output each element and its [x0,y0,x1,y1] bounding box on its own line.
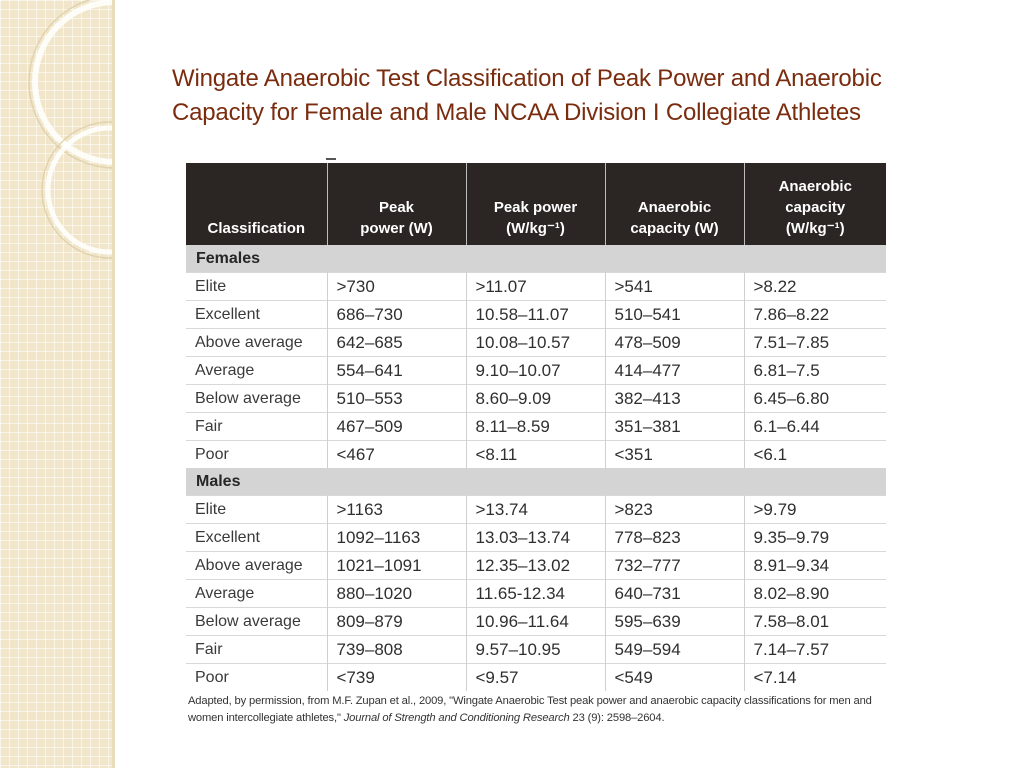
header-classification-line: Classification [207,220,306,237]
classification-cell: Above average [186,329,327,357]
classification-cell: Below average [186,385,327,413]
slide-title-line-1: Wingate Anaerobic Test Classification of Peak Power and Anaerobic [172,65,882,92]
slide-title [172,62,972,130]
table-body [186,245,886,691]
value-cell: 13.03–13.74 [466,524,605,552]
value-cell: 10.08–10.57 [466,329,605,357]
header-anaerobic-capacity-wkg-line: capacity [785,199,846,216]
header-anaerobic-capacity-w [605,163,744,245]
value-cell: 8.91–9.34 [744,552,886,580]
classification-cell: Poor [186,441,327,469]
header-peak-power-wkg-line: Peak power [493,199,578,216]
value-cell: 7.58–8.01 [744,608,886,636]
table-header [186,163,886,245]
value-cell: 1021–1091 [327,552,466,580]
value-cell: 880–1020 [327,580,466,608]
value-cell: 351–381 [605,413,744,441]
caption-journal: Journal of Strength and Conditioning Research [343,712,570,724]
value-cell: 7.86–8.22 [744,301,886,329]
decorative-circles [0,0,114,300]
header-peak-power-w-line: Peak [378,199,415,216]
value-cell: 11.65-12.34 [466,580,605,608]
value-cell: >9.79 [744,496,886,524]
value-cell: 467–509 [327,413,466,441]
header-anaerobic-capacity-wkg [744,163,886,245]
value-cell: 739–808 [327,636,466,664]
classification-cell: Average [186,357,327,385]
value-cell: 8.02–8.90 [744,580,886,608]
caption-text: Adapted, by permission, from M.F. Zupan et al., 2009, "Wingate Anaerobic Test peak power and anaerobic capacity classifications for men and women intercollegiate athletes," [188,695,872,724]
value-cell: 7.51–7.85 [744,329,886,357]
header-anaerobic-capacity-wkg-line: (W/kg⁻¹) [785,220,845,237]
classification-cell: Excellent [186,524,327,552]
header-classification [186,163,327,245]
value-cell: >730 [327,273,466,301]
value-cell: 10.58–11.07 [466,301,605,329]
header-anaerobic-capacity-w-line: Anaerobic [637,199,712,216]
header-peak-power-w [327,163,466,245]
slide-title-line-2: Capacity for Female and Male NCAA Division I Collegiate Athletes [172,99,861,126]
table-row [186,413,886,441]
header-row [186,163,886,245]
value-cell: 10.96–11.64 [466,608,605,636]
value-cell: <7.14 [744,664,886,692]
classification-cell: Elite [186,273,327,301]
classification-cell: Poor [186,664,327,692]
value-cell: <9.57 [466,664,605,692]
value-cell: 809–879 [327,608,466,636]
sidebar-divider [112,0,115,768]
classification-cell: Above average [186,552,327,580]
table-row [186,636,886,664]
classification-cell: Average [186,580,327,608]
value-cell: 1092–1163 [327,524,466,552]
section-row-females [186,245,886,273]
table-row [186,329,886,357]
value-cell: 554–641 [327,357,466,385]
caption-citation: 23 (9): 2598–2604. [569,712,665,724]
value-cell: <351 [605,441,744,469]
header-peak-power-wkg-line: (W/kg⁻¹) [506,220,565,237]
value-cell: >823 [605,496,744,524]
value-cell: 382–413 [605,385,744,413]
value-cell: 6.45–6.80 [744,385,886,413]
value-cell: 510–553 [327,385,466,413]
value-cell: 549–594 [605,636,744,664]
section-label: Females [186,245,886,273]
table-row [186,608,886,636]
classification-cell: Elite [186,496,327,524]
source-caption [188,693,893,727]
value-cell: 6.1–6.44 [744,413,886,441]
value-cell: 595–639 [605,608,744,636]
table-row [186,524,886,552]
classification-table-container [186,163,886,727]
value-cell: <8.11 [466,441,605,469]
header-anaerobic-capacity-wkg-line: Anaerobic [778,178,852,195]
value-cell: 686–730 [327,301,466,329]
table-row [186,357,886,385]
section-row-males [186,468,886,496]
table-row [186,441,886,469]
table-row [186,301,886,329]
value-cell: 9.57–10.95 [466,636,605,664]
classification-cell: Excellent [186,301,327,329]
value-cell: 7.14–7.57 [744,636,886,664]
classification-cell: Fair [186,636,327,664]
value-cell: 6.81–7.5 [744,357,886,385]
header-anaerobic-capacity-w-line: capacity (W) [630,220,719,237]
table-row [186,664,886,692]
value-cell: <549 [605,664,744,692]
value-cell: >8.22 [744,273,886,301]
value-cell: 640–731 [605,580,744,608]
section-label: Males [186,468,886,496]
value-cell: <739 [327,664,466,692]
decorative-sidebar [0,0,114,768]
value-cell: 414–477 [605,357,744,385]
value-cell: 478–509 [605,329,744,357]
value-cell: >541 [605,273,744,301]
table-row [186,496,886,524]
classification-cell: Below average [186,608,327,636]
value-cell: 9.10–10.07 [466,357,605,385]
table-row [186,552,886,580]
classification-table [186,163,886,691]
value-cell: 778–823 [605,524,744,552]
table-row [186,385,886,413]
value-cell: 642–685 [327,329,466,357]
value-cell: <6.1 [744,441,886,469]
table-top-mark [326,158,336,160]
value-cell: >11.07 [466,273,605,301]
value-cell: >1163 [327,496,466,524]
classification-cell: Fair [186,413,327,441]
header-peak-power-wkg [466,163,605,245]
value-cell: 8.11–8.59 [466,413,605,441]
table-row [186,580,886,608]
value-cell: 732–777 [605,552,744,580]
value-cell: <467 [327,441,466,469]
value-cell: >13.74 [466,496,605,524]
header-peak-power-w-line: power (W) [360,220,433,237]
table-row [186,273,886,301]
value-cell: 9.35–9.79 [744,524,886,552]
value-cell: 12.35–13.02 [466,552,605,580]
value-cell: 8.60–9.09 [466,385,605,413]
value-cell: 510–541 [605,301,744,329]
